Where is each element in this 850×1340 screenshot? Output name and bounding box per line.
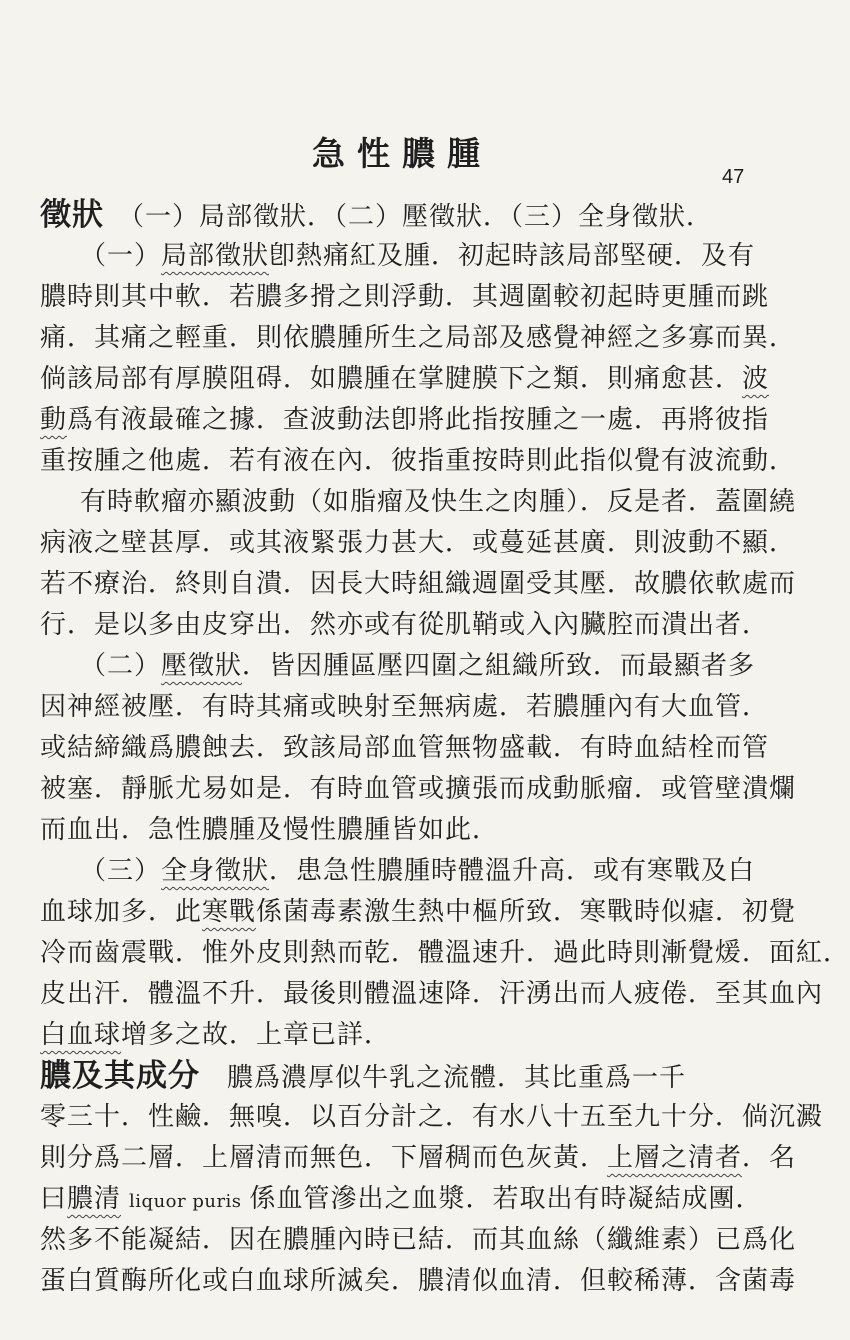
- text-line: [40, 728, 780, 769]
- text-segment: 痛．其痛之輕重．則依膿腫所生之局部及感覺神經之多寡而異．: [40, 323, 797, 353]
- text-segment: （三）: [80, 856, 162, 886]
- text-segment: 則分爲二層．上層清而無色．下層稠而色灰黃．: [40, 1143, 608, 1173]
- text-line: [40, 605, 780, 646]
- text-segment: 零三十．性鹼．無嗅．以百分計之．有水八十五至九十分．倘沉澱: [40, 1102, 824, 1132]
- body-text: [40, 195, 850, 1302]
- text-line: [40, 400, 780, 441]
- text-segment: 病液之壁甚厚．或其液緊張力甚大．或蔓延甚廣．則波動不顯．: [40, 528, 797, 558]
- text-line: [40, 933, 850, 974]
- latin-term: liquor puris: [129, 1191, 242, 1212]
- text-line: [40, 974, 824, 1015]
- text-segment: （二）: [80, 651, 162, 681]
- text-line: [40, 1261, 797, 1302]
- emphasized-term: 局部徵狀: [161, 241, 270, 271]
- text-segment: 血球加多．此: [40, 897, 203, 927]
- text-line: [40, 892, 797, 933]
- text-line: [40, 482, 797, 523]
- text-line: [40, 195, 780, 236]
- text-segment: 倘該局部有厚膜阻碍．如膿腫在掌腱膜下之類．則痛愈甚．: [40, 364, 743, 394]
- text-segment: 而血出．急性膿腫及慢性膿腫皆如此．: [40, 815, 500, 845]
- text-segment: 係菌毒素激生熱中樞所致．寒戰時似瘧．初覺: [256, 897, 797, 927]
- text-line: [40, 441, 797, 482]
- text-segment: 或結締織爲膿蝕去．致該局部血管無物盛載．有時血結栓而管: [40, 733, 770, 763]
- text-segment: 若不療治．終則自潰．因長大時組織週圍受其壓．故膿依軟處而: [40, 569, 797, 599]
- text-line: [40, 646, 780, 687]
- text-segment: ．皆因腫區壓四圍之組織所致．而最顯者多: [242, 651, 756, 681]
- emphasized-term: 上層之清者: [607, 1143, 743, 1173]
- text-segment: 然多不能凝結．因在膿腫內時已結．而其血絲（纖維素）已爲化: [40, 1225, 797, 1255]
- text-segment: （一）局部徵狀．（二）壓徵狀．（三）全身徵狀．: [104, 202, 714, 232]
- text-segment: 冷而齒震戰．惟外皮則熱而乾．體溫速升．過此時則漸覺煖．面紅．: [40, 938, 850, 968]
- text-segment: 係血管滲出之血漿．若取出有時凝結成團．: [249, 1184, 763, 1214]
- text-line: [40, 810, 780, 851]
- running-title: 急性膿腫: [312, 134, 492, 173]
- text-segment: ．名: [742, 1143, 797, 1173]
- text-segment: 行．是以多由皮穿出．然亦或有從肌鞘或入內臟腔而潰出者．: [40, 610, 770, 640]
- emphasized-term: 白血球: [40, 1020, 122, 1050]
- text-segment: 因神經被壓．有時其痛或映射至無病處．若膿腫內有大血管．: [40, 692, 770, 722]
- emphasized-term: 膿清: [67, 1184, 122, 1214]
- section-heading: 膿及其成分: [40, 1058, 200, 1094]
- text-line: [40, 523, 797, 564]
- emphasized-term: 動: [40, 405, 68, 435]
- text-segment: 蛋白質酶所化或白血球所滅矣．膿清似血清．但較稀薄．含菌毒: [40, 1266, 797, 1296]
- page-number: 47: [722, 166, 745, 188]
- text-line: [40, 236, 780, 277]
- text-line: [40, 1015, 780, 1056]
- text-line: [40, 1056, 780, 1097]
- text-segment: 爲有液最確之據．查波動法卽將此指按腫之一處．再將彼指: [67, 405, 770, 435]
- text-segment: 被塞．靜脈尤易如是．有時血管或擴張而成動脈瘤．或管壁潰爛: [40, 774, 797, 804]
- text-line: [40, 1097, 824, 1138]
- text-segment: 膿爲濃厚似牛乳之流體．其比重爲一千: [200, 1063, 687, 1093]
- emphasized-term: 壓徵狀: [161, 651, 243, 681]
- text-segment: 有時軟瘤亦顯波動（如脂瘤及快生之肉腫）．反是者．蓋圍繞: [80, 487, 797, 517]
- text-line: [40, 1138, 797, 1179]
- section-heading: 徵狀: [40, 197, 104, 233]
- emphasized-term: 波: [742, 364, 770, 394]
- page-header: [0, 120, 801, 188]
- text-line: [40, 564, 797, 605]
- text-segment: 卽熱痛紅及腫．初起時該局部堅硬．及有: [269, 241, 756, 271]
- text-line: [40, 318, 797, 359]
- text-line: [40, 769, 797, 810]
- text-segment: 皮出汗．體溫不升．最後則體溫速降．汗湧出而人疲倦．至其血內: [40, 979, 824, 1009]
- text-segment: 增多之故．上章已詳．: [121, 1020, 392, 1050]
- text-segment: 膿時則其中軟．若膿多搰之則浮動．其週圍較初起時更腫而跳: [40, 282, 770, 312]
- text-line: [40, 687, 780, 728]
- text-segment: 重按腫之他處．若有液在內．彼指重按時則此指似覺有波流動．: [40, 446, 797, 476]
- text-line: [40, 359, 780, 400]
- text-line: [40, 1220, 797, 1261]
- text-segment: ．患急性膿腫時體溫升高．或有寒戰及白: [269, 856, 756, 886]
- text-line: [40, 1179, 780, 1220]
- emphasized-term: 寒戰: [202, 897, 257, 927]
- text-line: [40, 277, 780, 318]
- emphasized-term: 全身徵狀: [161, 856, 270, 886]
- text-line: [40, 851, 780, 892]
- text-segment: 曰: [40, 1184, 68, 1214]
- text-segment: （一）: [80, 241, 162, 271]
